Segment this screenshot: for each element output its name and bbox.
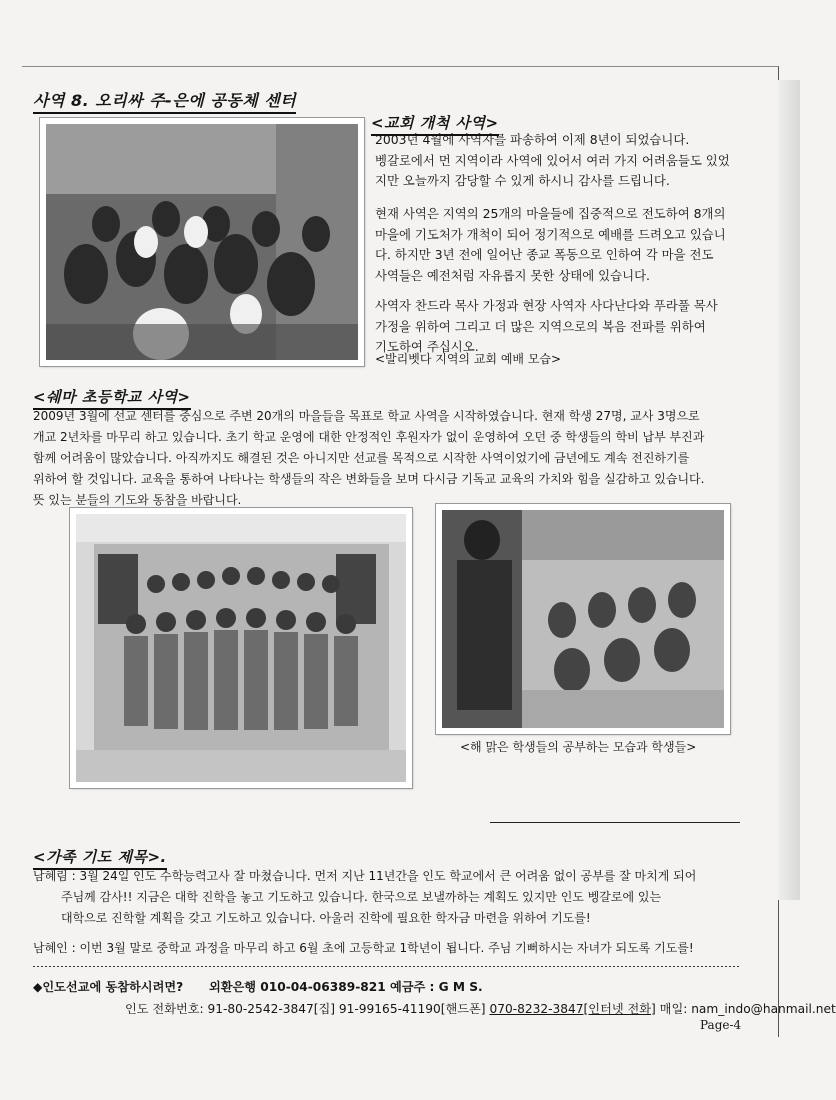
text-line: 마을에 기도처가 개척이 되어 정기적으로 예배를 드려오고 있습니 [375, 226, 726, 242]
students-group-photo [70, 508, 412, 788]
text-line: 벵갈로에서 먼 지역이라 사역에 있어서 여러 가지 어려움들도 있었 [375, 152, 730, 168]
family-section-title: <가족 기도 제목>. [33, 846, 167, 870]
church-worship-image [46, 124, 358, 360]
page-number: Page-4 [700, 1018, 742, 1032]
text-line: 개교 2년차를 마무리 하고 있습니다. 초기 학교 운영에 대한 안정적인 후원자가 없이 운영하여 오던 중 학생들의 학비 납부 부진과 [33, 430, 705, 444]
school-section-title: <쉐마 초등학교 사역> [33, 386, 191, 410]
family-prayer-item-1 [33, 866, 696, 929]
section-divider [490, 822, 740, 823]
text-line: 사역들은 예전처럼 자유롭지 못한 상태에 있습니다. [375, 267, 650, 283]
church-photo-caption: <발리벳다 지역의 교회 예배 모습> [375, 352, 562, 366]
text-line: 기도하여 주십시오. [375, 339, 479, 354]
school-paragraph [33, 406, 704, 511]
text-line: 주님께 감사!! 지금은 대학 진학을 놓고 기도하고 있습니다. 한국으로 보낼까하는 계획도 있지만 인도 벵갈로에 있는 [61, 890, 662, 904]
church-paragraph-1 [375, 130, 730, 192]
footer-internet-phone: 070-8232-3847[인터넷 전화] [489, 1002, 656, 1016]
church-worship-photo [40, 118, 364, 366]
text-line: 뜻 있는 분들의 기도와 동참을 바랍니다. [33, 493, 242, 507]
church-section-title: <교회 개척 사역> [371, 112, 499, 136]
footer-line-2 [125, 1000, 836, 1017]
school-photo-caption: <해 맑은 학생들의 공부하는 모습과 학생들> [460, 740, 697, 754]
text-line: 2003년 4월에 사역자를 파송하여 이제 8년이 되었습니다. [375, 132, 690, 147]
text-line: 대학으로 진학할 계획을 갖고 기도하고 있습니다. 아울러 진학에 필요한 학자금 마련을 위하여 기도를! [61, 911, 591, 925]
text-line: 가정을 위하여 그리고 더 많은 지역으로의 복음 전파를 위하여 [375, 318, 706, 334]
text-line: 위하여 할 것입니다. 교육을 통하여 나타나는 학생들의 작은 변화들을 보며 다시금 기독교 교육의 가치와 힘을 실감하고 있습니다. [33, 472, 705, 486]
footer-donate-label: ◆인도선교에 동참하시려면? [33, 980, 184, 994]
students-studying-image [442, 510, 724, 728]
text-line: 남혜림 : 3월 24일 인도 수학능력고사 잘 마쳤습니다. 먼저 지난 11년간을 인도 학교에서 큰 어려움 없이 공부를 잘 마치게 되어 [33, 869, 697, 883]
family-prayer-item-2: 남혜인 : 이번 3월 말로 중학교 과정을 마무리 하고 6월 초에 고등학교 1학년이 됩니다. 주님 기뻐하시는 자녀가 되도록 기도를! [33, 941, 694, 955]
text-line: 지만 오늘까지 감당할 수 있게 하시니 감사를 드립니다. [375, 173, 670, 188]
footer-phone-numbers: 인도 전화번호: 91-80-2542-3847[집] 91-99165-41190[핸드폰] [125, 1002, 486, 1016]
footer-line-1 [33, 978, 483, 995]
students-studying-photo [436, 504, 730, 734]
footer-dotted-rule [33, 966, 739, 967]
footer-bank-info: 외환은행 010-04-06389-821 예금주 : G M S. [208, 980, 483, 994]
text-line: 함께 어려움이 많았습니다. 아직까지도 해결된 것은 아니지만 선교를 목적으로 시작한 사역이었기에 금년에도 계속 전진하기를 [33, 451, 690, 465]
footer-email[interactable]: 매일: nam_indo@hanmail.net [659, 1002, 836, 1016]
text-line: 다. 하지만 3년 전에 일어난 종교 폭동으로 인하여 각 마을 전도 [375, 247, 714, 262]
text-line: 사역자 찬드라 목사 가정과 현장 사역자 사다난다와 푸라풀 목사 [375, 298, 718, 313]
text-line: 2009년 3월에 선교 센터를 중심으로 주변 20개의 마을들을 목표로 학교 사역을 시작하였습니다. 현재 학생 27명, 교사 3명으로 [33, 409, 700, 423]
adjacent-page-edge [778, 80, 800, 900]
students-group-image [76, 514, 406, 782]
church-paragraph-3 [375, 296, 718, 358]
section-main-title: 사역 8. 오리싸 주-은에 공동체 센터 [33, 88, 296, 114]
text-line: 현재 사역은 지역의 25개의 마을들에 집중적으로 전도하여 8개의 [375, 206, 726, 221]
church-paragraph-2 [375, 204, 726, 286]
